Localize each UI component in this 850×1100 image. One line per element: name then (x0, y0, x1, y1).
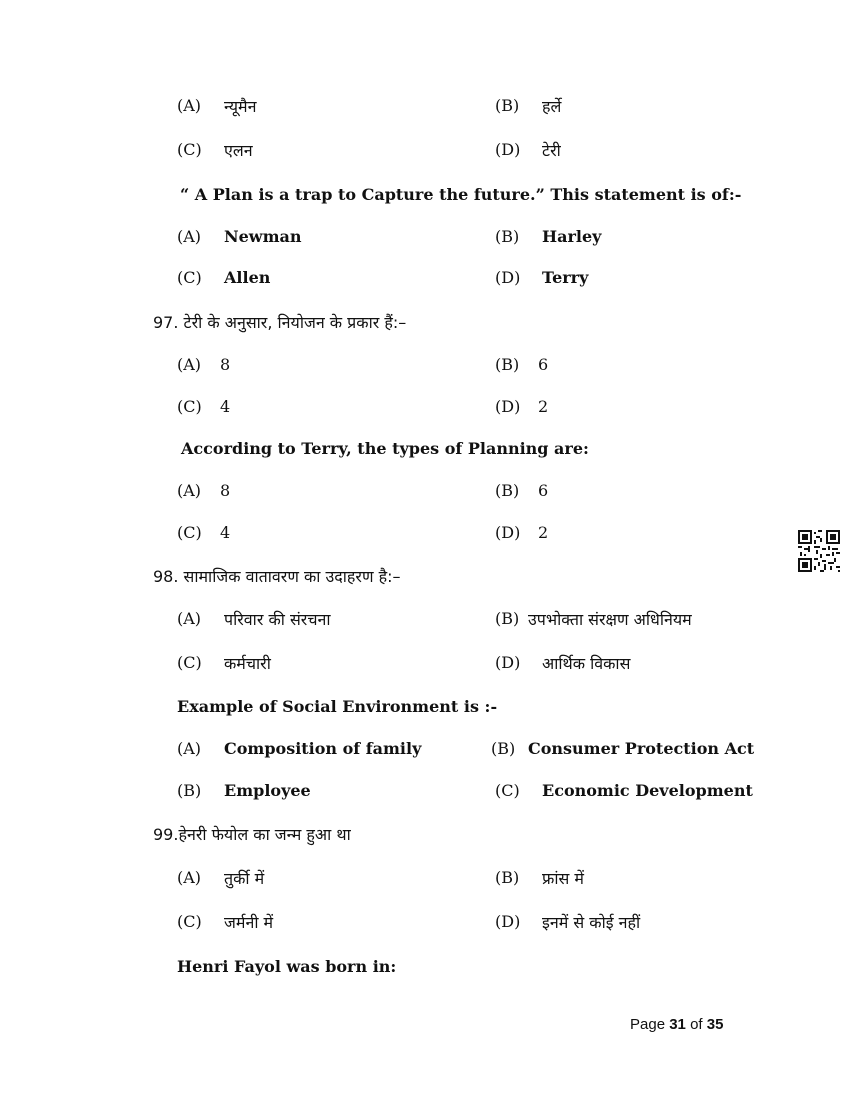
option-text: परिवार की संरचना (224, 610, 331, 629)
option-text: उपभोक्ता संरक्षण अधिनियम (528, 610, 692, 629)
option-label: (A) (177, 227, 202, 246)
option-text: 8 (220, 481, 231, 500)
option-text: 4 (220, 397, 231, 416)
option-label: (A) (177, 481, 202, 500)
option-text: कर्मचारी (224, 654, 271, 673)
question-text-english: According to Terry, the types of Planning are: (181, 439, 589, 458)
option-label: (D) (495, 653, 521, 672)
of-word: of (690, 1016, 703, 1033)
option-label: (A) (177, 868, 202, 887)
option-text: तुर्की में (224, 869, 265, 888)
option-label: (C) (495, 781, 520, 800)
option-text: टेरी (542, 141, 561, 160)
option-text: फ्रांस में (542, 869, 584, 888)
option-label: (B) (495, 481, 520, 500)
option-label: (C) (177, 653, 202, 672)
option-text: आर्थिक विकास (542, 654, 631, 673)
option-label: (D) (495, 912, 521, 931)
option-label: (C) (177, 140, 202, 159)
question-text-hindi: 99.हेनरी फेयोल का जन्म हुआ था (153, 825, 351, 844)
qr-code-icon (798, 530, 840, 572)
option-text: 6 (538, 355, 549, 374)
option-label: (D) (495, 140, 521, 159)
option-text: जर्मनी में (224, 913, 274, 932)
option-text: Newman (224, 227, 302, 246)
question-text-english: Example of Social Environment is :- (177, 697, 498, 716)
option-label: (B) (495, 355, 520, 374)
option-label: (B) (495, 96, 520, 115)
page-number (630, 1016, 723, 1033)
option-text: 6 (538, 481, 549, 500)
option-label: (C) (177, 397, 202, 416)
option-label: (A) (177, 96, 202, 115)
option-text: Employee (224, 781, 311, 800)
option-text: Harley (542, 227, 602, 246)
option-text: Consumer Protection Act (528, 739, 755, 758)
option-label: (B) (491, 739, 516, 758)
option-label: (A) (177, 355, 202, 374)
option-label: (D) (495, 397, 521, 416)
option-label: (A) (177, 609, 202, 628)
page-total: 35 (706, 1016, 724, 1033)
option-label: (D) (495, 268, 521, 287)
option-text: एलन (224, 141, 253, 160)
page-current: 31 (669, 1016, 686, 1033)
option-text: Allen (224, 268, 271, 287)
option-label: (C) (177, 912, 202, 931)
option-label: (A) (177, 739, 202, 758)
option-text: 4 (220, 523, 231, 542)
option-text: 2 (538, 397, 549, 416)
page-word: Page (630, 1016, 666, 1033)
question-text-english: “ A Plan is a trap to Capture the future.” This statement is of:- (180, 185, 742, 204)
option-text: Composition of family (224, 739, 422, 758)
question-text-hindi: 97. टेरी के अनुसार, नियोजन के प्रकार हैं:– (153, 313, 407, 332)
option-text: हर्ले (542, 97, 562, 116)
option-label: (D) (495, 523, 521, 542)
option-label: (B) (495, 868, 520, 887)
option-text: Economic Development (542, 781, 753, 800)
option-text: Terry (542, 268, 589, 287)
option-label: (B) (177, 781, 202, 800)
question-text-english: Henri Fayol was born in: (177, 957, 397, 976)
option-label: (B) (495, 609, 520, 628)
option-text: 8 (220, 355, 231, 374)
option-label: (B) (495, 227, 520, 246)
question-text-hindi: 98. सामाजिक वातावरण का उदाहरण है:– (153, 567, 401, 586)
option-text: इनमें से कोई नहीं (542, 913, 641, 932)
option-text: न्यूमैन (224, 97, 257, 116)
option-label: (C) (177, 268, 202, 287)
option-label: (C) (177, 523, 202, 542)
option-text: 2 (538, 523, 549, 542)
